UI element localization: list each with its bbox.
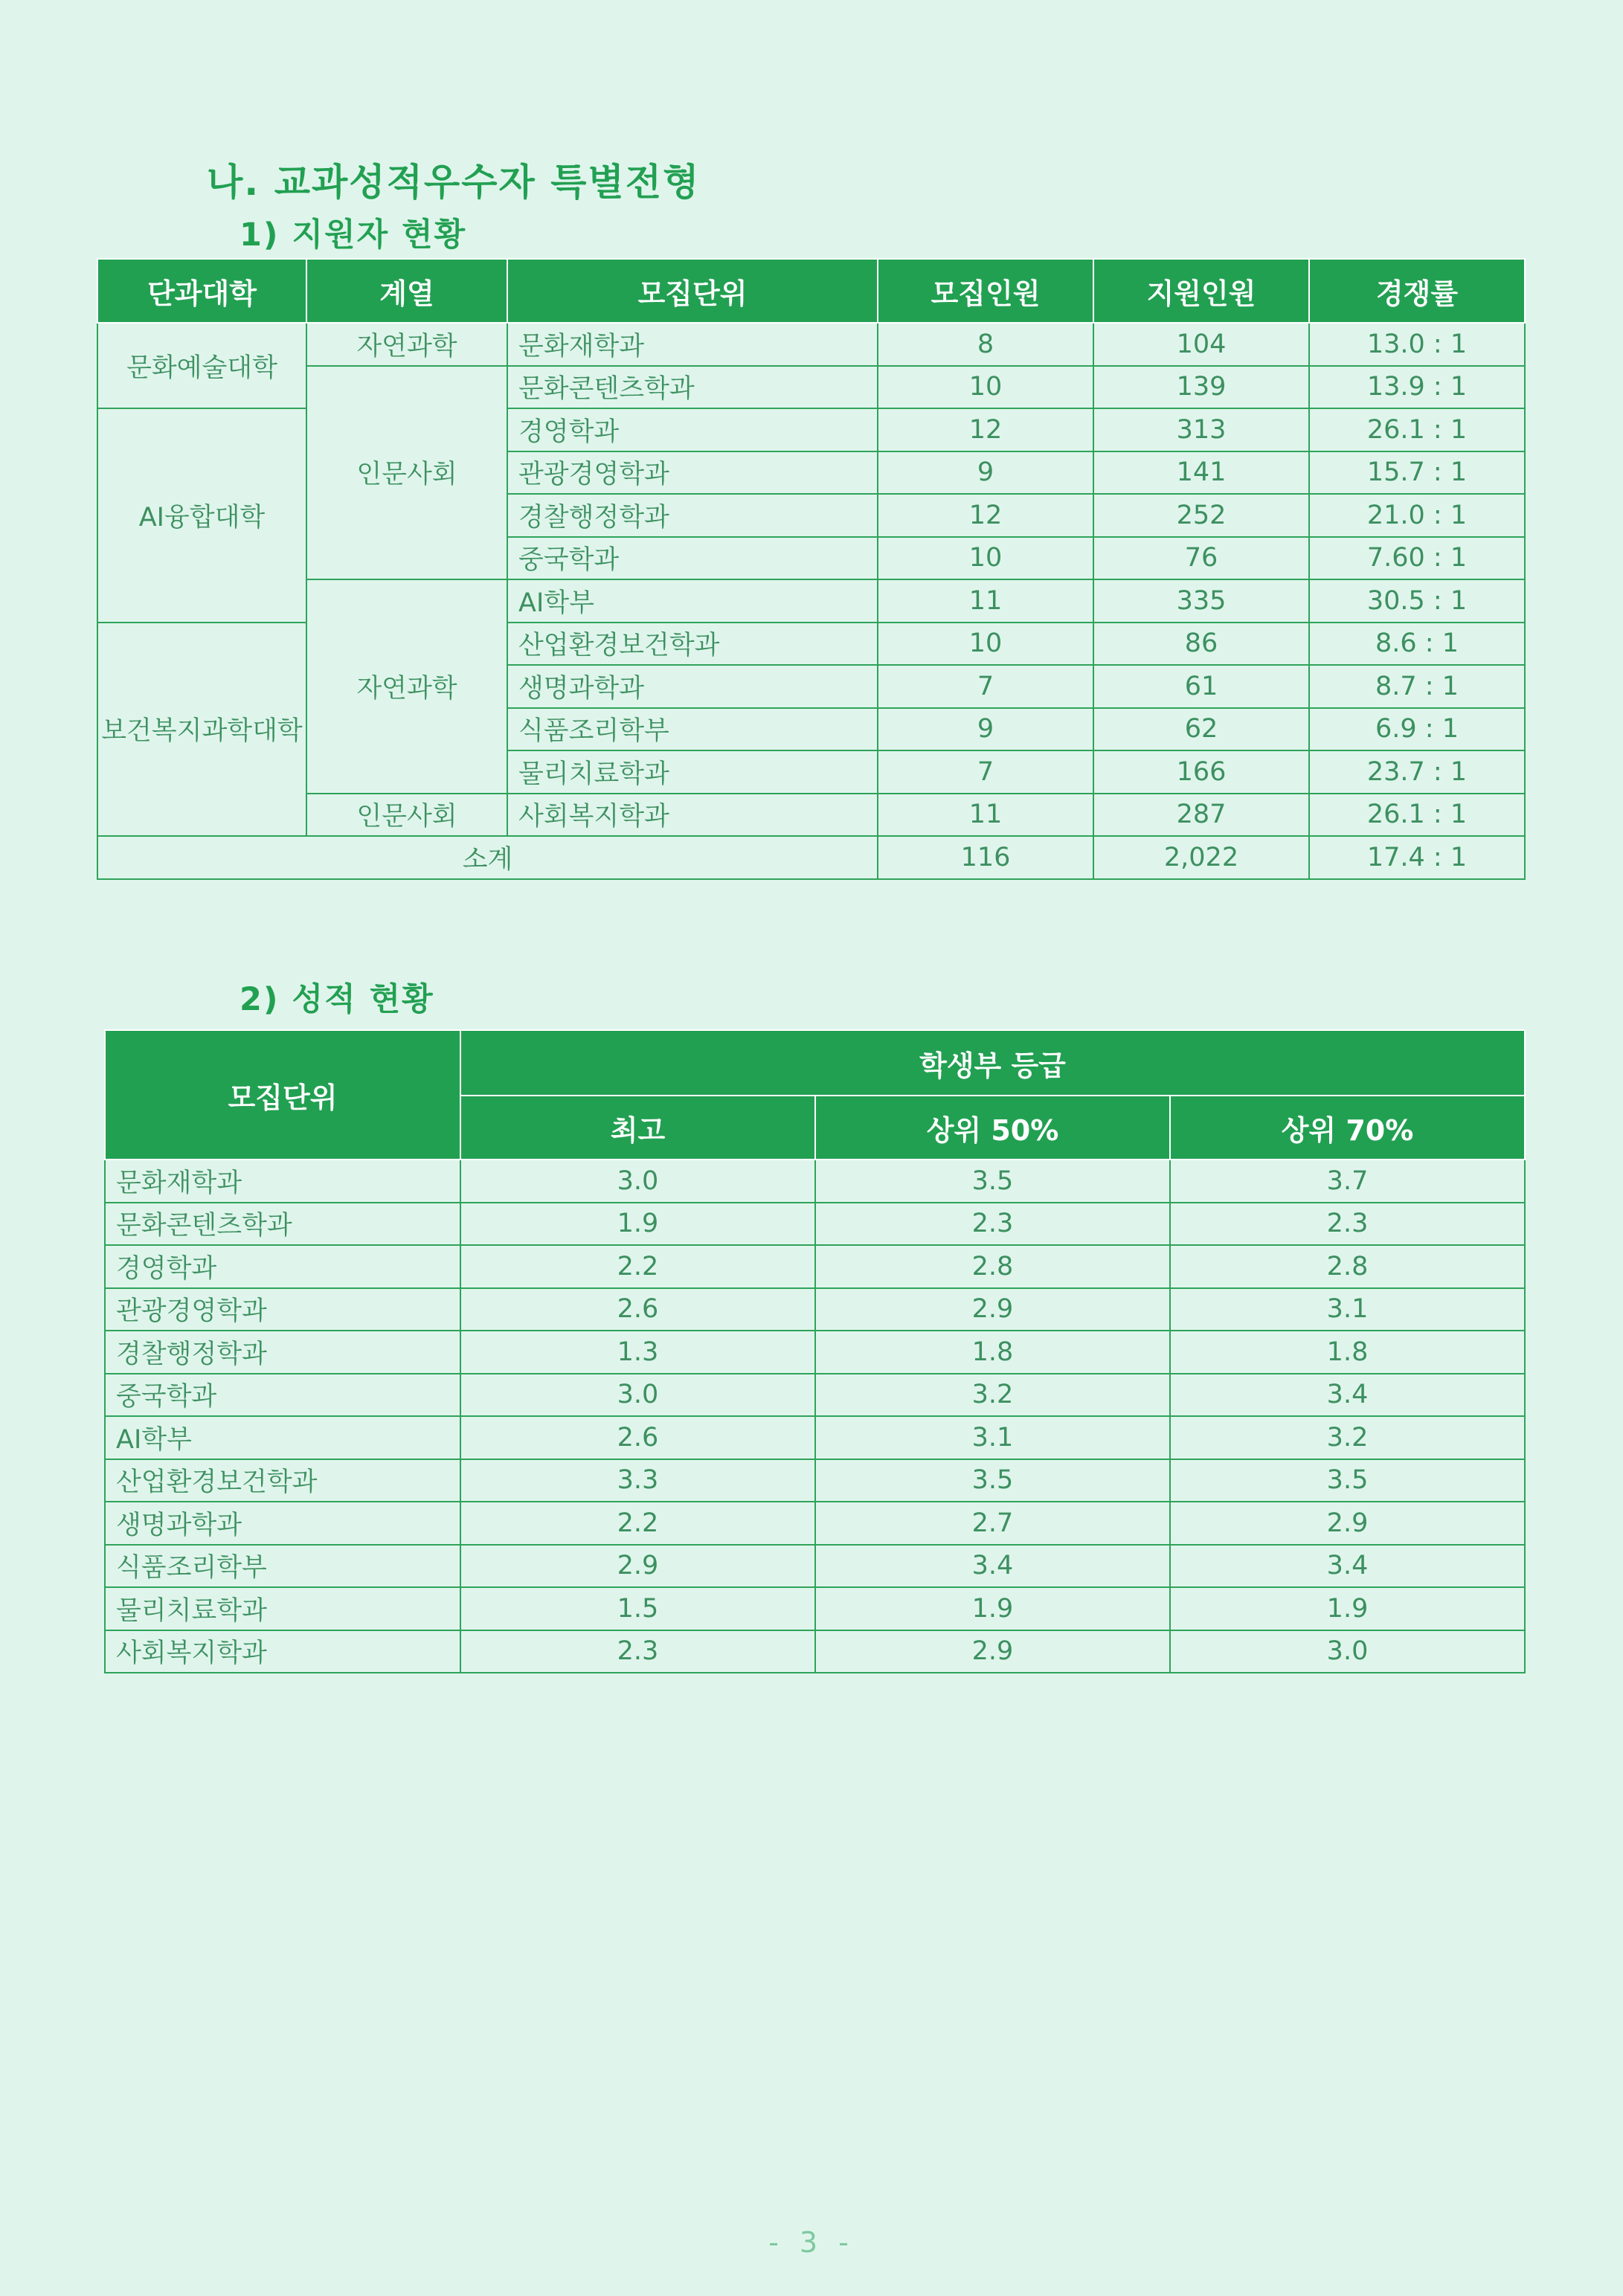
top50-grade-cell: 3.4 [815, 1545, 1170, 1588]
subtotal-quota: 116 [878, 836, 1093, 879]
unit-cell: AI학부 [105, 1416, 460, 1459]
track-cell: 인문사회 [306, 366, 507, 580]
quota-cell: 10 [878, 623, 1093, 666]
college-cell: AI융합대학 [97, 408, 306, 623]
table-row [105, 1416, 1525, 1459]
applicants-cell: 61 [1093, 665, 1309, 708]
applicants-cell: 335 [1093, 579, 1309, 623]
best-grade-cell: 2.2 [460, 1502, 815, 1545]
applicants-cell: 141 [1093, 451, 1309, 495]
unit-cell: 문화콘텐츠학과 [105, 1203, 460, 1246]
table-row [97, 366, 1525, 409]
top70-grade-cell: 2.3 [1170, 1203, 1525, 1246]
best-grade-cell: 3.0 [460, 1374, 815, 1417]
ratio-cell: 13.0 : 1 [1309, 323, 1525, 366]
applicants-cell: 86 [1093, 623, 1309, 666]
table-header-row [97, 259, 1525, 323]
top70-grade-cell: 3.2 [1170, 1416, 1525, 1459]
unit-cell: 문화재학과 [507, 323, 878, 366]
unit-cell: 중국학과 [507, 537, 878, 580]
best-grade-cell: 2.6 [460, 1416, 815, 1459]
header-unit: 모집단위 [105, 1030, 460, 1160]
best-grade-cell: 2.3 [460, 1630, 815, 1673]
applicants-cell: 139 [1093, 366, 1309, 409]
unit-cell: 산업환경보건학과 [507, 623, 878, 666]
top70-grade-cell: 3.0 [1170, 1630, 1525, 1673]
section-title: 나. 교과성적우수자 특별전형 [207, 161, 701, 204]
best-grade-cell: 1.3 [460, 1331, 815, 1374]
best-grade-cell: 3.3 [460, 1459, 815, 1502]
header-track: 계열 [306, 259, 507, 323]
quota-cell: 9 [878, 451, 1093, 495]
subtotal-applicants: 2,022 [1093, 836, 1309, 879]
unit-cell: AI학부 [507, 579, 878, 623]
table-row [105, 1630, 1525, 1673]
header-college: 단과대학 [97, 259, 306, 323]
applicants-cell: 287 [1093, 794, 1309, 837]
top70-grade-cell: 1.9 [1170, 1587, 1525, 1630]
best-grade-cell: 3.0 [460, 1160, 815, 1203]
ratio-cell: 15.7 : 1 [1309, 451, 1525, 495]
header-unit: 모집단위 [507, 259, 878, 323]
quota-cell: 11 [878, 579, 1093, 623]
unit-cell: 관광경영학과 [105, 1288, 460, 1331]
unit-cell: 관광경영학과 [507, 451, 878, 495]
unit-cell: 경찰행정학과 [105, 1331, 460, 1374]
top70-grade-cell: 3.5 [1170, 1459, 1525, 1502]
top70-grade-cell: 3.4 [1170, 1545, 1525, 1588]
table-row [105, 1288, 1525, 1331]
ratio-cell: 23.7 : 1 [1309, 750, 1525, 794]
table-row [97, 794, 1525, 837]
top50-grade-cell: 3.1 [815, 1416, 1170, 1459]
table-row [105, 1545, 1525, 1588]
top50-grade-cell: 1.8 [815, 1331, 1170, 1374]
quota-cell: 10 [878, 366, 1093, 409]
top50-grade-cell: 3.2 [815, 1374, 1170, 1417]
track-cell: 자연과학 [306, 579, 507, 794]
quota-cell: 10 [878, 537, 1093, 580]
table-row [105, 1160, 1525, 1203]
applicants-cell: 104 [1093, 323, 1309, 366]
best-grade-cell: 2.2 [460, 1245, 815, 1288]
top50-grade-cell: 2.7 [815, 1502, 1170, 1545]
ratio-cell: 26.1 : 1 [1309, 794, 1525, 837]
header-quota: 모집인원 [878, 259, 1093, 323]
quota-cell: 11 [878, 794, 1093, 837]
top50-grade-cell: 3.5 [815, 1459, 1170, 1502]
ratio-cell: 6.9 : 1 [1309, 708, 1525, 751]
top70-grade-cell: 3.7 [1170, 1160, 1525, 1203]
ratio-cell: 7.60 : 1 [1309, 537, 1525, 580]
quota-cell: 8 [878, 323, 1093, 366]
page-number: - 3 - [768, 2226, 855, 2259]
best-grade-cell: 2.6 [460, 1288, 815, 1331]
table-row [105, 1459, 1525, 1502]
applicants-cell: 313 [1093, 408, 1309, 451]
applicants-cell: 62 [1093, 708, 1309, 751]
applicants-cell: 252 [1093, 494, 1309, 537]
college-cell: 문화예술대학 [97, 323, 306, 408]
top50-grade-cell: 2.9 [815, 1630, 1170, 1673]
header-best: 최고 [460, 1096, 815, 1160]
unit-cell: 문화재학과 [105, 1160, 460, 1203]
header-applicants: 지원인원 [1093, 259, 1309, 323]
table-row [97, 323, 1525, 366]
ratio-cell: 13.9 : 1 [1309, 366, 1525, 409]
unit-cell: 경영학과 [105, 1245, 460, 1288]
unit-cell: 생명과학과 [507, 665, 878, 708]
header-top50: 상위 50% [815, 1096, 1170, 1160]
ratio-cell: 26.1 : 1 [1309, 408, 1525, 451]
track-cell: 인문사회 [306, 794, 507, 837]
ratio-cell: 8.6 : 1 [1309, 623, 1525, 666]
best-grade-cell: 2.9 [460, 1545, 815, 1588]
header-grade-group: 학생부 등급 [460, 1030, 1525, 1096]
quota-cell: 9 [878, 708, 1093, 751]
quota-cell: 12 [878, 494, 1093, 537]
applicants-subtitle: 1) 지원자 현황 [240, 216, 467, 254]
unit-cell: 사회복지학과 [105, 1630, 460, 1673]
top70-grade-cell: 2.8 [1170, 1245, 1525, 1288]
grades-table [104, 1029, 1526, 1673]
applicants-cell: 76 [1093, 537, 1309, 580]
unit-cell: 문화콘텐츠학과 [507, 366, 878, 409]
table-row [105, 1502, 1525, 1545]
ratio-cell: 8.7 : 1 [1309, 665, 1525, 708]
unit-cell: 중국학과 [105, 1374, 460, 1417]
top70-grade-cell: 2.9 [1170, 1502, 1525, 1545]
unit-cell: 물리치료학과 [507, 750, 878, 794]
table-row [105, 1203, 1525, 1246]
top50-grade-cell: 2.3 [815, 1203, 1170, 1246]
unit-cell: 경영학과 [507, 408, 878, 451]
quota-cell: 7 [878, 750, 1093, 794]
best-grade-cell: 1.5 [460, 1587, 815, 1630]
top50-grade-cell: 2.8 [815, 1245, 1170, 1288]
ratio-cell: 21.0 : 1 [1309, 494, 1525, 537]
grades-subtitle: 2) 성적 현황 [240, 981, 434, 1018]
unit-cell: 산업환경보건학과 [105, 1459, 460, 1502]
track-cell: 자연과학 [306, 323, 507, 366]
subtotal-label: 소계 [97, 836, 878, 879]
applicants-table [97, 258, 1526, 880]
unit-cell: 식품조리학부 [105, 1545, 460, 1588]
table-row [105, 1331, 1525, 1374]
top70-grade-cell: 3.1 [1170, 1288, 1525, 1331]
top70-grade-cell: 1.8 [1170, 1331, 1525, 1374]
table-row [105, 1245, 1525, 1288]
header-ratio: 경쟁률 [1309, 259, 1525, 323]
college-cell: 보건복지과학대학 [97, 623, 306, 837]
subtotal-ratio: 17.4 : 1 [1309, 836, 1525, 879]
unit-cell: 식품조리학부 [507, 708, 878, 751]
table-row [105, 1374, 1525, 1417]
best-grade-cell: 1.9 [460, 1203, 815, 1246]
top50-grade-cell: 1.9 [815, 1587, 1170, 1630]
table-row [105, 1587, 1525, 1630]
unit-cell: 경찰행정학과 [507, 494, 878, 537]
applicants-cell: 166 [1093, 750, 1309, 794]
unit-cell: 생명과학과 [105, 1502, 460, 1545]
quota-cell: 7 [878, 665, 1093, 708]
subtotal-row [97, 836, 1525, 879]
quota-cell: 12 [878, 408, 1093, 451]
top70-grade-cell: 3.4 [1170, 1374, 1525, 1417]
header-top70: 상위 70% [1170, 1096, 1525, 1160]
top50-grade-cell: 2.9 [815, 1288, 1170, 1331]
unit-cell: 물리치료학과 [105, 1587, 460, 1630]
unit-cell: 사회복지학과 [507, 794, 878, 837]
top50-grade-cell: 3.5 [815, 1160, 1170, 1203]
table-header-row [105, 1030, 1525, 1096]
table-row [97, 579, 1525, 623]
ratio-cell: 30.5 : 1 [1309, 579, 1525, 623]
